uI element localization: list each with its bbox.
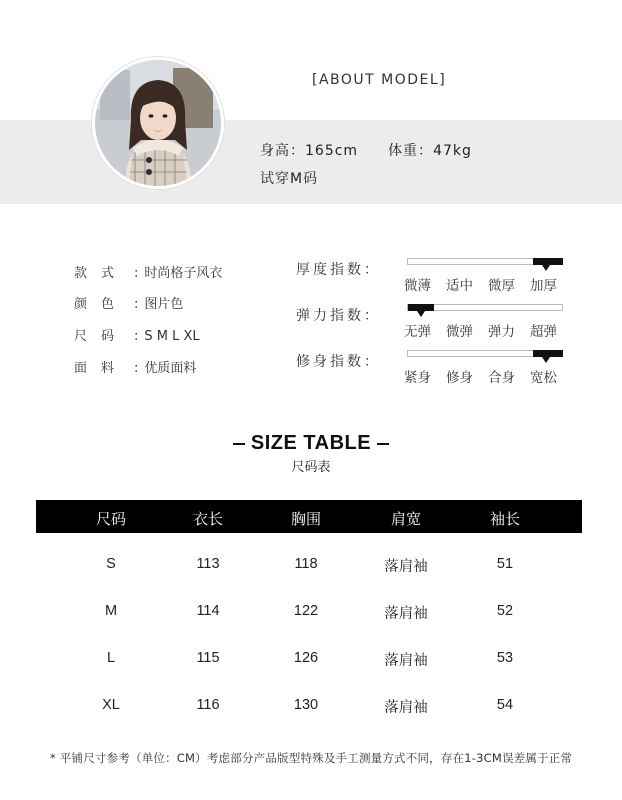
elasticity-option: 弹力 bbox=[488, 324, 515, 340]
model-fit-note: 试穿M码 bbox=[260, 171, 319, 187]
header-bust: 胸围 bbox=[290, 510, 321, 528]
spec-key: 颜色 bbox=[74, 297, 129, 312]
elasticity-level-fill bbox=[408, 304, 434, 311]
cell-bust: 122 bbox=[293, 603, 319, 619]
about-model-title: [ABOUT MODEL] bbox=[312, 72, 447, 88]
elasticity-option: 微弹 bbox=[446, 324, 473, 340]
fit-level-fill bbox=[533, 350, 563, 357]
thickness-option: 微薄 bbox=[404, 278, 431, 294]
elasticity-option-selected: 无弹 bbox=[404, 324, 431, 340]
spec-value: 优质面料 bbox=[144, 361, 197, 376]
cell-shoulder: 落肩袖 bbox=[384, 700, 428, 716]
fit-option: 修身 bbox=[446, 370, 473, 386]
fit-option-selected: 宽松 bbox=[530, 370, 557, 386]
spec-value: S M L XL bbox=[144, 329, 200, 344]
spec-color: 颜色 : 图片色 bbox=[74, 293, 183, 312]
cell-size: M bbox=[104, 603, 118, 619]
title-dash-left bbox=[233, 443, 245, 445]
cell-size: S bbox=[106, 556, 116, 572]
weight-label: 体重： bbox=[388, 143, 434, 159]
cell-sleeve: 51 bbox=[496, 556, 514, 572]
elasticity-marker-icon bbox=[417, 311, 425, 317]
elasticity-option: 超弹 bbox=[530, 324, 557, 340]
spec-style: 款式 : 时尚格子风衣 bbox=[74, 262, 222, 281]
spec-key: 款式 bbox=[74, 266, 129, 281]
fit-option: 紧身 bbox=[404, 370, 431, 386]
fit-marker-icon bbox=[542, 357, 550, 363]
size-table-title bbox=[0, 432, 622, 455]
thickness-index-label: 厚度指数： bbox=[296, 262, 381, 278]
cell-shoulder: 落肩袖 bbox=[384, 606, 428, 622]
spec-fabric: 面料 : 优质面料 bbox=[74, 357, 196, 376]
cell-bust: 130 bbox=[293, 697, 319, 713]
elasticity-scale bbox=[407, 304, 563, 311]
thickness-marker-icon bbox=[542, 265, 550, 271]
thickness-option-selected: 加厚 bbox=[530, 278, 557, 294]
spec-value: 图片色 bbox=[144, 297, 184, 312]
cell-shoulder: 落肩袖 bbox=[384, 559, 428, 575]
height-value: 165cm bbox=[305, 143, 359, 159]
size-table-header bbox=[36, 500, 582, 533]
cell-sleeve: 52 bbox=[496, 603, 514, 619]
height-label: 身高： bbox=[260, 143, 305, 159]
measurement-footnote: * 平铺尺寸参考（单位：CM）考虑部分产品版型特殊及手工测量方式不同，存在1-3CM误差属于正常 bbox=[50, 751, 573, 765]
cell-sleeve: 54 bbox=[496, 697, 514, 713]
cell-bust: 126 bbox=[293, 650, 319, 666]
title-dash-right bbox=[377, 443, 389, 445]
header-shoulder: 肩宽 bbox=[390, 510, 421, 528]
thickness-option: 适中 bbox=[446, 278, 473, 294]
weight-value: 47kg bbox=[433, 143, 472, 159]
spec-size: 尺码 : S M L XL bbox=[74, 325, 200, 344]
size-table-subtitle: 尺码表 bbox=[291, 460, 331, 475]
fit-index-label: 修身指数： bbox=[296, 354, 381, 370]
model-measurements bbox=[260, 140, 472, 160]
header-size: 尺码 bbox=[95, 510, 126, 528]
model-photo bbox=[92, 57, 224, 189]
cell-length: 113 bbox=[196, 556, 220, 572]
elasticity-index-label: 弹力指数： bbox=[296, 308, 381, 324]
fit-scale bbox=[407, 350, 563, 357]
header-length: 衣长 bbox=[192, 510, 223, 528]
spec-key: 尺码 bbox=[74, 329, 129, 344]
thickness-option: 微厚 bbox=[488, 278, 515, 294]
cell-bust: 118 bbox=[294, 556, 318, 572]
cell-length: 116 bbox=[196, 697, 220, 713]
spec-value: 时尚格子风衣 bbox=[144, 266, 223, 281]
cell-size: L bbox=[106, 650, 116, 666]
thickness-scale bbox=[407, 258, 563, 265]
thickness-level-fill bbox=[533, 258, 563, 265]
cell-length: 114 bbox=[196, 603, 220, 619]
cell-sleeve: 53 bbox=[496, 650, 514, 666]
cell-size: XL bbox=[102, 697, 120, 713]
cell-length: 115 bbox=[196, 650, 220, 666]
fit-option: 合身 bbox=[488, 370, 515, 386]
size-table-title-text: SIZE TABLE bbox=[250, 432, 372, 454]
spec-key: 面料 bbox=[74, 361, 129, 376]
header-sleeve: 袖长 bbox=[489, 510, 520, 528]
cell-shoulder: 落肩袖 bbox=[384, 653, 428, 669]
